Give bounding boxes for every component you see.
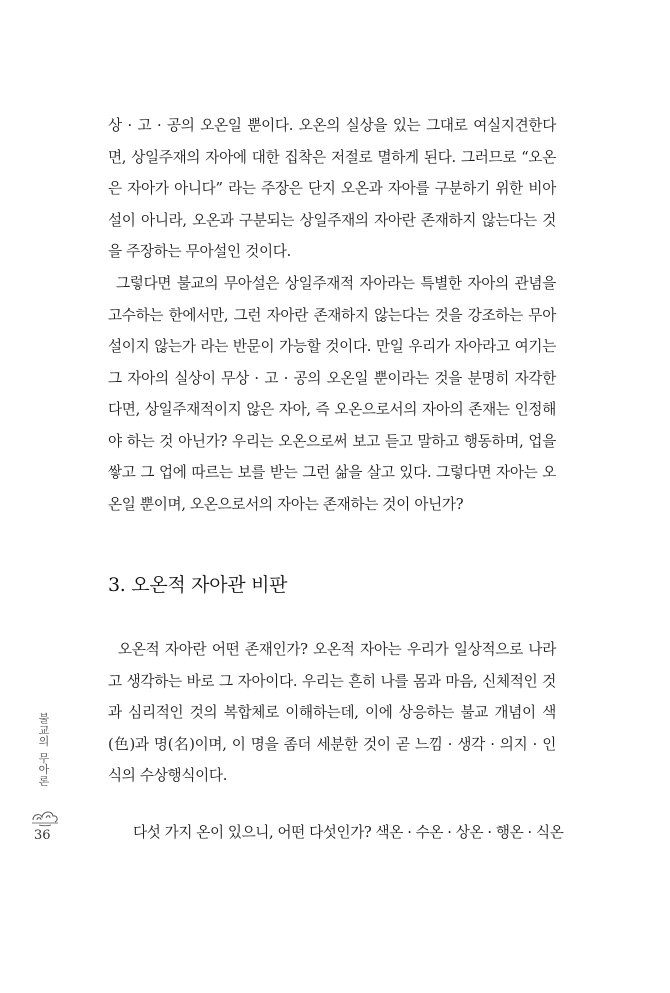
body-paragraph-1: [108, 110, 556, 268]
text-line: 그 자아의 실상이 무상 · 고 · 공의 오온일 뿐이라는 것을 분명히 자각한: [108, 369, 556, 387]
text-line: 쌓고 그 업에 따르는 보를 받는 그런 삶을 살고 있다. 그렇다면 자아는 오: [108, 464, 556, 481]
text-line: 고수하는 한에서만, 그런 자아란 존재하지 않는다는 것을 강조하는 무아: [108, 306, 556, 324]
text-line: 면, 상일주재의 자아에 대한 집착은 저절로 멸하게 된다. 그러므로 “오온: [108, 148, 556, 166]
text-line: 설이 아니라, 오온과 구분되는 상일주재의 자아란 존재하지 않는다는 것: [108, 211, 556, 229]
text-line: 과 심리적인 것의 복합체로 이해하는데, 이에 상응하는 불교 개념이 색: [108, 704, 556, 721]
text-line: 오온적 자아란 어떤 존재인가? 오온적 자아는 우리가 일상적으로 나라: [118, 641, 556, 658]
text-line: 은 자아가 아니다” 라는 주장은 단지 오온과 자아를 구분하기 위한 비아: [108, 180, 556, 197]
running-title: [36, 713, 52, 787]
text-line: (色)과 명(名)이며, 이 명을 좀더 세분한 것이 곧 느낌 · 생각 · 의지 · 인: [108, 735, 556, 753]
section-heading: 3. 오온적 자아관 비판: [108, 574, 288, 596]
text-line: 을 주장하는 무아설인 것이다.: [108, 243, 291, 260]
text-line: 다면, 상일주재적이지 않은 자아, 즉 오온으로서의 자아의 존재는 인정해: [108, 401, 556, 418]
text-line: 그렇다면 불교의 무아설은 상일주재적 자아라는 특별한 자아의 관념을: [116, 275, 556, 292]
running-title-char: 교: [38, 723, 50, 737]
cloud-ornament-icon: [30, 805, 60, 827]
running-title-char: 론: [38, 774, 50, 788]
page-number: 36: [34, 828, 51, 843]
text-line: 설이지 않는가 라는 반문이 가능할 것이다. 만일 우리가 자아라고 여기는: [108, 338, 556, 355]
text-line: 온일 뿐이며, 오온으로서의 자아는 존재하는 것이 아닌가?: [108, 495, 464, 513]
running-title-char: 의: [38, 735, 50, 748]
body-paragraph-2: [108, 268, 556, 520]
text-line: 상 · 고 · 공의 오온일 뿐이다. 오온의 실상을 있는 그대로 여실지견한다: [108, 117, 556, 134]
text-line: 고 생각하는 바로 그 자아이다. 우리는 흔히 나를 몸과 마음, 신체적인 것: [108, 672, 556, 690]
running-title-char: 아: [38, 763, 50, 776]
text-line: 야 하는 것 아닌가? 우리는 오온으로써 보고 듣고 말하고 행동하며, 업을: [108, 432, 556, 450]
running-title-char: 불: [38, 712, 50, 725]
body-paragraph-3: [108, 634, 556, 792]
text-line: 식의 수상행식이다.: [108, 767, 228, 784]
running-title-char: 무: [38, 751, 50, 765]
quotation-line: 다섯 가지 온이 있으니, 어떤 다섯인가? 색온 · 수온 · 상온 · 행온 · 식온: [133, 824, 564, 841]
